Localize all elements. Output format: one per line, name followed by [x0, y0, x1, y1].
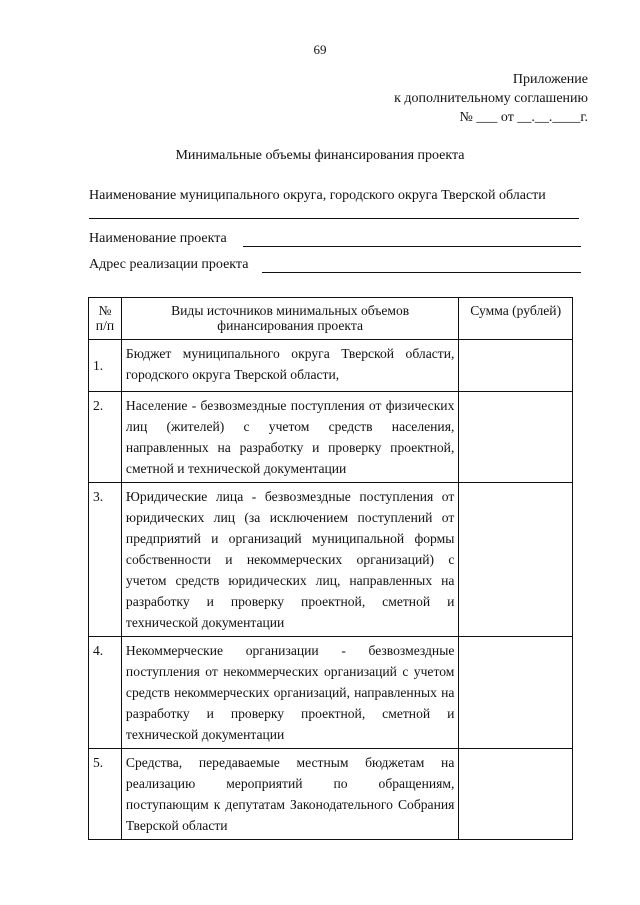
row-sum-cell[interactable]	[459, 483, 573, 637]
row-num: 5.	[89, 749, 122, 840]
address-label: Адрес реализации проекта	[89, 257, 249, 272]
row-sum-cell[interactable]	[459, 340, 573, 392]
header-sum: Сумма (рублей)	[459, 298, 573, 340]
header-num: № п/п	[89, 298, 122, 340]
financing-table	[88, 297, 573, 840]
table-row	[89, 392, 573, 483]
appendix-line-3: № ___ от __.__.____г.	[459, 110, 588, 125]
municipality-label: Наименование муниципального округа, городского округа Тверской области	[89, 188, 546, 203]
row-num: 3.	[89, 483, 122, 637]
row-sum-cell[interactable]	[459, 637, 573, 749]
document-title: Минимальные объемы финансирования проекта	[175, 148, 465, 163]
project-name-blank-line	[243, 246, 581, 247]
project-name-label: Наименование проекта	[89, 231, 227, 246]
row-source: Некоммерческие организации - безвозмездные поступления от некоммерческих организаций с учетом средств некоммерческих организаций, направленных на разработку и проверку проектной, сметной и технической документации	[121, 637, 458, 749]
table-header-row	[89, 298, 573, 340]
row-source: Бюджет муниципального округа Тверской области, городского округа Тверской области,	[121, 340, 458, 392]
page-number: 69	[313, 42, 327, 57]
row-num: 1.	[89, 340, 122, 392]
header-source: Виды источников минимальных объемов финансирования проекта	[121, 298, 458, 340]
municipality-blank-line	[89, 218, 579, 219]
table-row	[89, 749, 573, 840]
row-num: 2.	[89, 392, 122, 483]
row-sum-cell[interactable]	[459, 392, 573, 483]
row-source: Юридические лица - безвозмездные поступления от юридических лиц (за исключением поступлений от предприятий и организаций муниципальной формы собственности и некоммерческих организаций) с учетом средств юридических лиц, направленных на разработку и проверку проектной, сметной и технической документации	[121, 483, 458, 637]
row-sum-cell[interactable]	[459, 749, 573, 840]
row-source: Средства, передаваемые местным бюджетам на реализацию мероприятий по обращениям, поступающим к депутатам Законодательного Собрания Тверской области	[121, 749, 458, 840]
table-row	[89, 483, 573, 637]
row-num: 4.	[89, 637, 122, 749]
row-source: Население - безвозмездные поступления от физических лиц (жителей) с учетом средств населения, направленных на разработку и проверку проектной, сметной и технической документации	[121, 392, 458, 483]
table-row	[89, 637, 573, 749]
address-blank-line	[262, 272, 581, 273]
appendix-line-2: к дополнительному соглашению	[394, 91, 588, 106]
table-row	[89, 340, 573, 392]
appendix-line-1: Приложение	[512, 72, 588, 87]
